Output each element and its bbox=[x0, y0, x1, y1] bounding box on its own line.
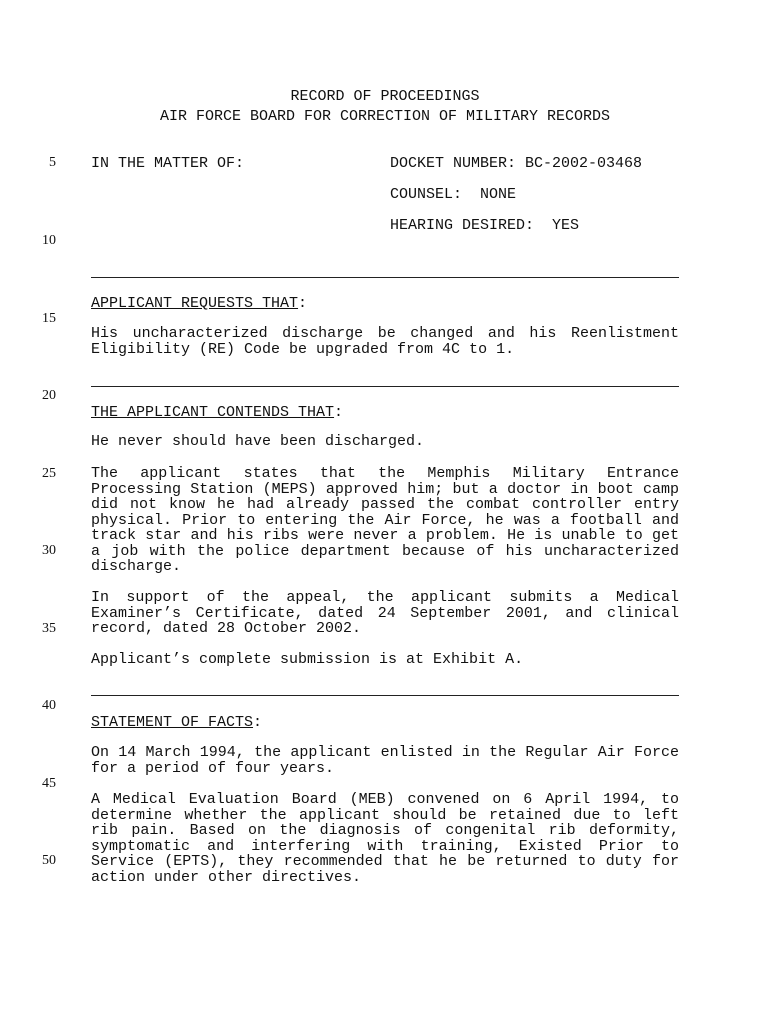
section-heading-contends bbox=[91, 404, 343, 421]
docket-number: DOCKET NUMBER: BC-2002-03468 bbox=[390, 155, 643, 172]
hearing-desired: HEARING DESIRED: YES bbox=[390, 217, 580, 234]
document-subtitle: AIR FORCE BOARD FOR CORRECTION OF MILITARY RECORDS bbox=[159, 108, 611, 125]
paragraph: A Medical Evaluation Board (MEB) convened on 6 April 1994, to determine whether the applicant should be retained due to left rib pain. Based on the diagnosis of congenital rib deformity, symptomatic and interfering with training, Existed Prior to Service (EPTS), they recommended that he be returned to duty for action under other directives. bbox=[91, 791, 679, 886]
paragraph: In support of the appeal, the applicant submits a Medical Examiner’s Certificate, dated 24 September 2001, and clinical record, dated 28 October 2002. bbox=[91, 589, 679, 637]
line-number: 30 bbox=[42, 543, 56, 558]
heading-colon: : bbox=[253, 714, 263, 731]
heading-text: STATEMENT OF FACTS bbox=[91, 714, 254, 731]
section-heading-facts bbox=[91, 714, 262, 731]
line-number: 15 bbox=[42, 311, 56, 326]
document-title: RECORD OF PROCEEDINGS bbox=[290, 88, 480, 105]
counsel: COUNSEL: NONE bbox=[390, 186, 517, 203]
heading-text: THE APPLICANT CONTENDS THAT bbox=[91, 404, 335, 421]
line-number: 35 bbox=[42, 621, 56, 636]
line-number: 50 bbox=[42, 853, 56, 868]
line-number: 25 bbox=[42, 466, 56, 481]
line-number: 45 bbox=[42, 776, 56, 791]
paragraph: The applicant states that the Memphis Military Entrance Processing Station (MEPS) approved him; but a doctor in boot camp did not know he had already passed the combat controller entry physical. Prior to entering the Air Force, he was a football and track star and his ribs were never a problem. He is unable to get a job with the police department because of his uncharacterized discharge. bbox=[91, 465, 679, 575]
paragraph: On 14 March 1994, the applicant enlisted in the Regular Air Force for a period of four years. bbox=[91, 744, 679, 777]
heading-colon: : bbox=[334, 404, 344, 421]
paragraph: His uncharacterized discharge be changed and his Reenlistment Eligibility (RE) Code be upgraded from 4C to 1. bbox=[91, 325, 679, 358]
line-number: 20 bbox=[42, 388, 56, 403]
section-divider bbox=[91, 695, 679, 696]
paragraph: He never should have been discharged. bbox=[91, 433, 425, 450]
line-number: 10 bbox=[42, 233, 56, 248]
matter-label: IN THE MATTER OF: bbox=[91, 155, 245, 172]
heading-text: APPLICANT REQUESTS THAT bbox=[91, 295, 299, 312]
paragraph: Applicant’s complete submission is at Exhibit A. bbox=[91, 651, 524, 668]
section-heading-requests bbox=[91, 295, 307, 312]
line-number: 5 bbox=[49, 155, 56, 170]
heading-colon: : bbox=[298, 295, 308, 312]
line-number: 40 bbox=[42, 698, 56, 713]
section-divider bbox=[91, 386, 679, 387]
section-divider bbox=[91, 277, 679, 278]
